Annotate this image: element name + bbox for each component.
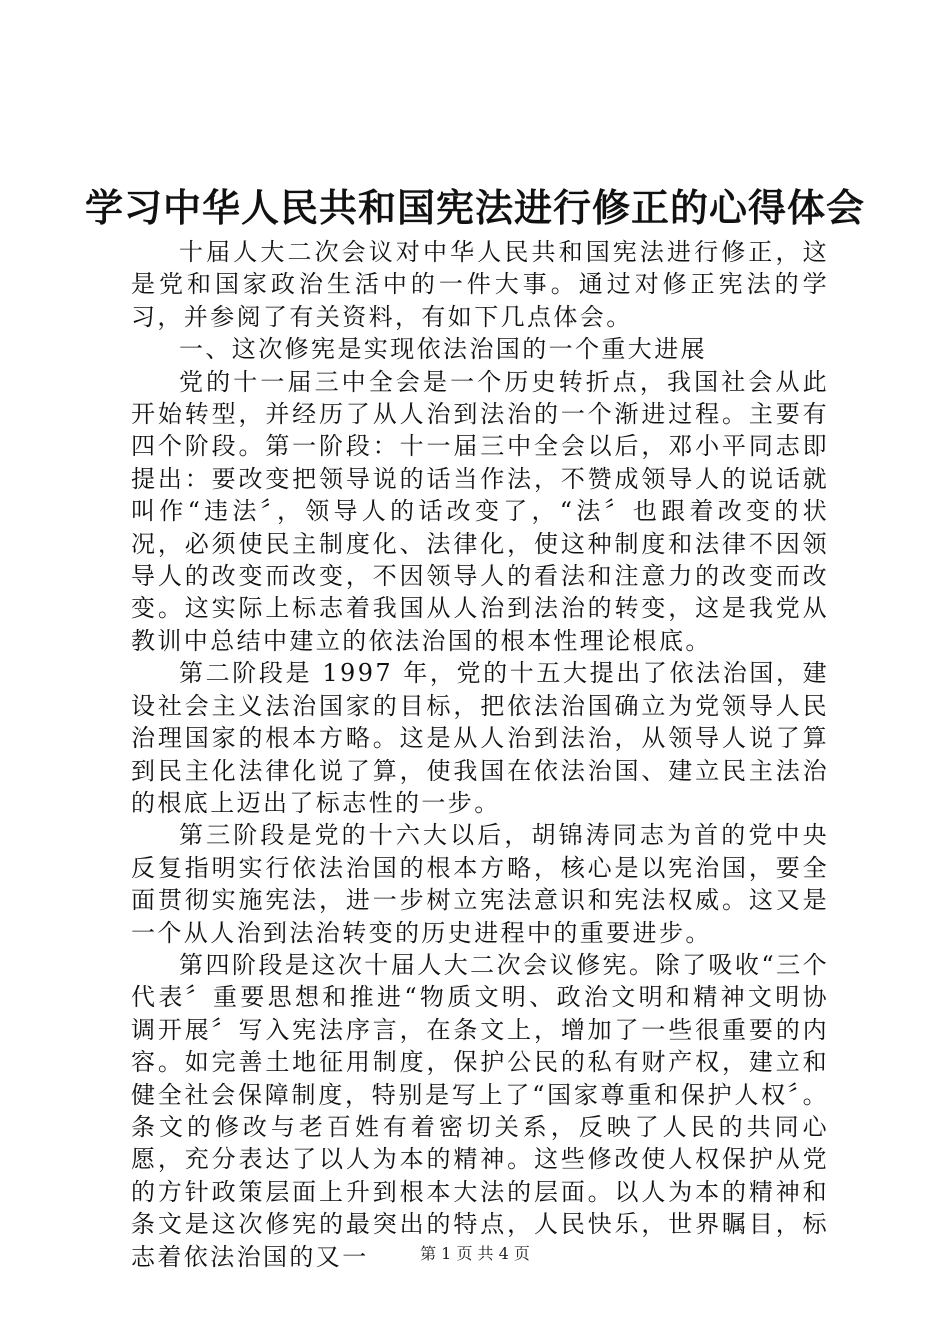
stage-four-paragraph: 第四阶段是这次十届人大二次会议修宪。除了吸收“三个代表〞重要思想和推进“物质文明、政治文明和精神文明协调开展〞写入宪法序言，在条文上，增加了一些很重要的内容。如完善土地征用制度，保护公民的私有财产权，建立和健全社会保障制度，特别是写上了“国家尊重和保护人权〞。条文的修改与老百姓有着密切关系，反映了人民的共同心愿，充分表达了以人为本的精神。这些修改使人权保护从党的方针政策层面上升到根本大法的层面。以人为本的精神和条文是这次修宪的最突出的特点，人民快乐，世界瞩目，标志着依法治国的又一	[131, 950, 829, 1271]
section-heading: 一、这次修宪是实现依法治国的一个重大进展	[179, 335, 707, 364]
document-title: 学习中华人民共和国宪法进行修正的心得体会	[84, 185, 865, 230]
intro-paragraph: 十届人大二次会议对中华人民共和国宪法进行修正，这是党和国家政治生活中的一件大事。通过对修正宪法的学习，并参阅了有关资料，有如下几点体会。	[131, 238, 829, 331]
stage-one-paragraph: 党的十一届三中全会是一个历史转折点，我国社会从此开始转型，并经历了从人治到法治的一个渐进过程。主要有四个阶段。第一阶段：十一届三中全会以后，邓小平同志即提出：要改变把领导说的话当作法，不赞成领导人的说话就叫作“违法〞，领导人的话改变了，“法〞也跟着改变的状况，必须使民主制度化、法律化，使这种制度和法律不因领导人的改变而改变，不因领导人的看法和注意力的改变而改变。这实际上标志着我国从人治到法治的转变，这是我党从教训中总结中建立的依法治国的根本性理论根底。	[131, 367, 829, 655]
stage-three-paragraph: 第三阶段是党的十六大以后，胡锦涛同志为首的党中央反复指明实行依法治国的根本方略，核心是以宪治国，要全面贯彻实施宪法，进一步树立宪法意识和宪法权威。这又是一个从人治到法治转变的历史进程中的重要进步。	[131, 821, 829, 947]
stage-two-paragraph: 第二阶段是 1997 年，党的十五大提出了依法治国，建设社会主义法治国家的目标，把依法治国确立为党领导人民治理国家的根本方略。这是从人治到法治，从领导人说了算到民主化法律化说了算，使我国在依法治国、建立民主法治的根底上迈出了标志性的一步。	[131, 659, 829, 817]
page-number-footer: 第 1 页 共 4 页	[420, 1244, 530, 1263]
document-body	[131, 236, 829, 1273]
